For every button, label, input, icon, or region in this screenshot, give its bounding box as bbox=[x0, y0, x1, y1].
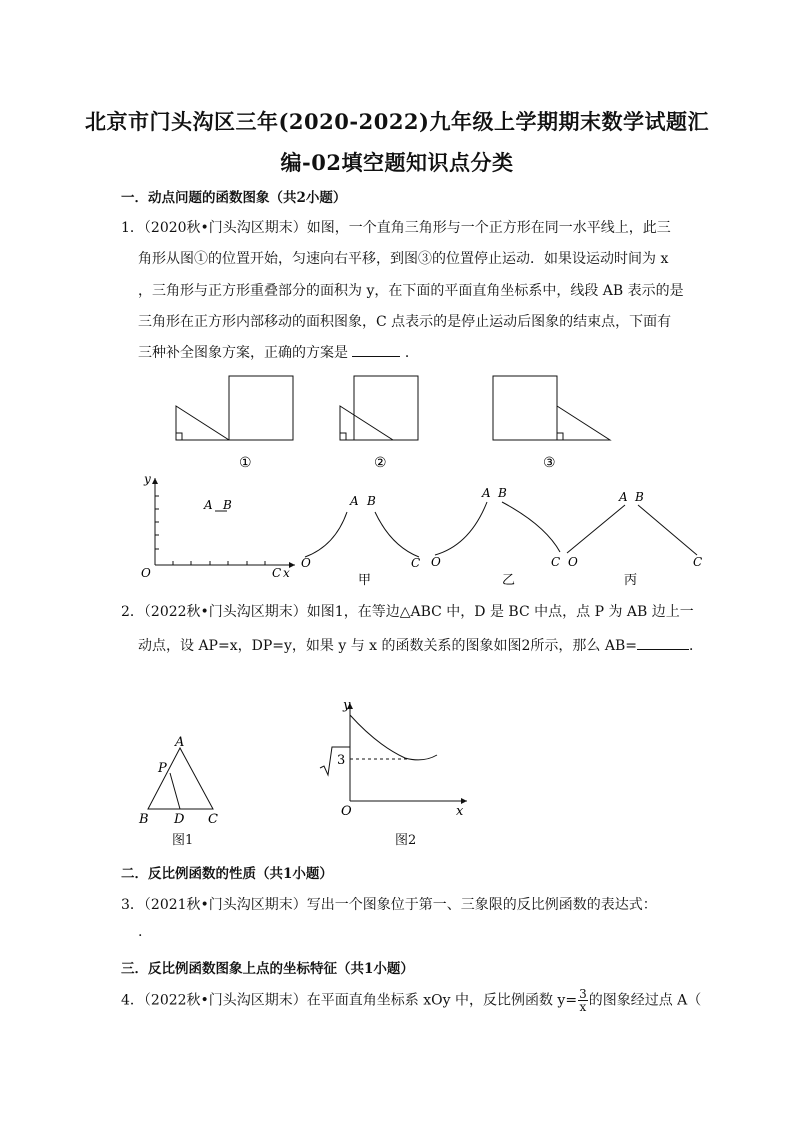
q1-graphs bbox=[135, 470, 710, 592]
fig1-a-label: A bbox=[175, 735, 185, 750]
q4-text-post: 的图象经过点 A（ bbox=[588, 992, 702, 1009]
q1-line-4: 三角形在正方形内部移动的面积图象，C 点表示的是停止运动后图象的结束点，下面有 bbox=[138, 314, 672, 330]
q1-x-axis-label: x bbox=[283, 566, 290, 580]
q1-origin-label: O bbox=[141, 566, 151, 580]
q1-position-figures bbox=[160, 370, 630, 476]
q1-point-c-label: C bbox=[272, 566, 282, 580]
document-title-line2: 编-02填空题知识点分类 bbox=[280, 150, 514, 175]
fig2-origin-label: O bbox=[341, 804, 352, 819]
fig1-d-label: D bbox=[174, 812, 185, 827]
fig-label-1: ① bbox=[239, 455, 252, 471]
option-jia-label: 甲 bbox=[358, 573, 372, 588]
option-bing-a-label: A bbox=[619, 490, 628, 504]
q1-line-2: 角形从图①的位置开始，匀速向右平移，到图③的位置停止运动．如果设运动时间为 x bbox=[138, 251, 669, 267]
section-heading-1: 一．动点问题的函数图象（共2小题） bbox=[121, 190, 347, 206]
fig2-caption: 图2 bbox=[395, 833, 417, 848]
q1-axes bbox=[155, 478, 295, 565]
figure-position-1 bbox=[176, 376, 293, 440]
option-yi-c-label: C bbox=[551, 555, 561, 569]
q4-fraction bbox=[578, 988, 588, 1013]
q1-line-1: 1．（2020秋•门头沟区期末）如图，一个直角三角形与一个正方形在同一水平线上，此三 bbox=[121, 220, 671, 236]
fig1-caption: 图1 bbox=[172, 833, 194, 848]
figure-position-3 bbox=[493, 376, 610, 440]
q2-answer-blank[interactable] bbox=[637, 637, 689, 650]
section-heading-2: 二．反比例函数的性质（共1小题） bbox=[121, 866, 333, 882]
fig-label-3: ③ bbox=[543, 455, 556, 471]
section-heading-3: 三．反比例函数图象上点的坐标特征（共1小题） bbox=[121, 961, 414, 977]
fig-label-2: ② bbox=[374, 455, 387, 471]
q1-line-3: ，三角形与正方形重叠部分的面积为 y，在下面的平面直角坐标系中，线段 AB 表示的是 bbox=[138, 283, 684, 299]
option-jia-graph bbox=[305, 512, 419, 557]
q2-line-1: 2．（2022秋•门头沟区期末）如图1，在等边△ABC 中，D 是 BC 中点，点 P 为 AB 边上一 bbox=[121, 604, 694, 620]
figure-position-2 bbox=[340, 376, 418, 440]
q4-text-pre: 4．（2022秋•门头沟区期末）在平面直角坐标系 xOy 中，反比例函数 y= bbox=[121, 992, 578, 1009]
q2-line-2-text: 动点，设 AP=x，DP=y，如果 y 与 x 的函数关系的图象如图2所示，那么 AB= bbox=[138, 638, 637, 654]
fig1-p-label: P bbox=[158, 761, 167, 776]
option-jia-o-label: O bbox=[301, 556, 311, 570]
option-yi-o-label: O bbox=[431, 555, 441, 569]
q1-answer-blank[interactable] bbox=[352, 344, 400, 357]
option-jia-b-label: B bbox=[367, 494, 376, 508]
q1-y-axis-label: y bbox=[144, 472, 151, 486]
q3-line-2: . bbox=[138, 924, 143, 940]
fig2-value-label: 3 bbox=[337, 753, 346, 768]
q4-fraction-denominator: x bbox=[579, 1000, 587, 1014]
q2-end-mark: ． bbox=[688, 638, 703, 654]
fig1-b-label: B bbox=[139, 812, 149, 827]
q2-figure-1 bbox=[135, 730, 235, 830]
option-bing-o-label: O bbox=[568, 555, 578, 569]
fig2-y-label: y bbox=[343, 698, 351, 713]
option-bing-b-label: B bbox=[635, 490, 644, 504]
option-yi-label: 乙 bbox=[502, 573, 516, 588]
q1-line-5 bbox=[138, 342, 419, 362]
option-yi-b-label: B bbox=[498, 486, 507, 500]
q3-line-1: 3．（2021秋•门头沟区期末）写出一个图象位于第一、三象限的反比例函数的表达式： bbox=[121, 897, 657, 913]
q2-line-2 bbox=[138, 635, 703, 655]
q2-figure-2 bbox=[315, 695, 485, 820]
fig2-x-label: x bbox=[456, 804, 464, 819]
fig1-c-label: C bbox=[208, 812, 218, 827]
q1-line-5-text: 三种补全图象方案，正确的方案是 bbox=[138, 345, 348, 361]
document-title-line1: 北京市门头沟区三年(2020-2022)九年级上学期期末数学试题汇 bbox=[85, 109, 709, 134]
option-bing-graph bbox=[567, 505, 697, 555]
option-yi-graph bbox=[435, 502, 560, 555]
option-yi-a-label: A bbox=[482, 486, 491, 500]
q1-point-a-label: A bbox=[204, 498, 213, 512]
option-jia-c-label: C bbox=[411, 556, 421, 570]
q1-end-mark: ． bbox=[404, 345, 419, 361]
option-jia-a-label: A bbox=[350, 494, 359, 508]
option-bing-c-label: C bbox=[693, 555, 703, 569]
option-bing-label: 丙 bbox=[624, 573, 638, 588]
q1-point-b-label: B bbox=[223, 498, 232, 512]
q4-line-1 bbox=[121, 988, 701, 1013]
q4-fraction-numerator: 3 bbox=[579, 987, 587, 1001]
